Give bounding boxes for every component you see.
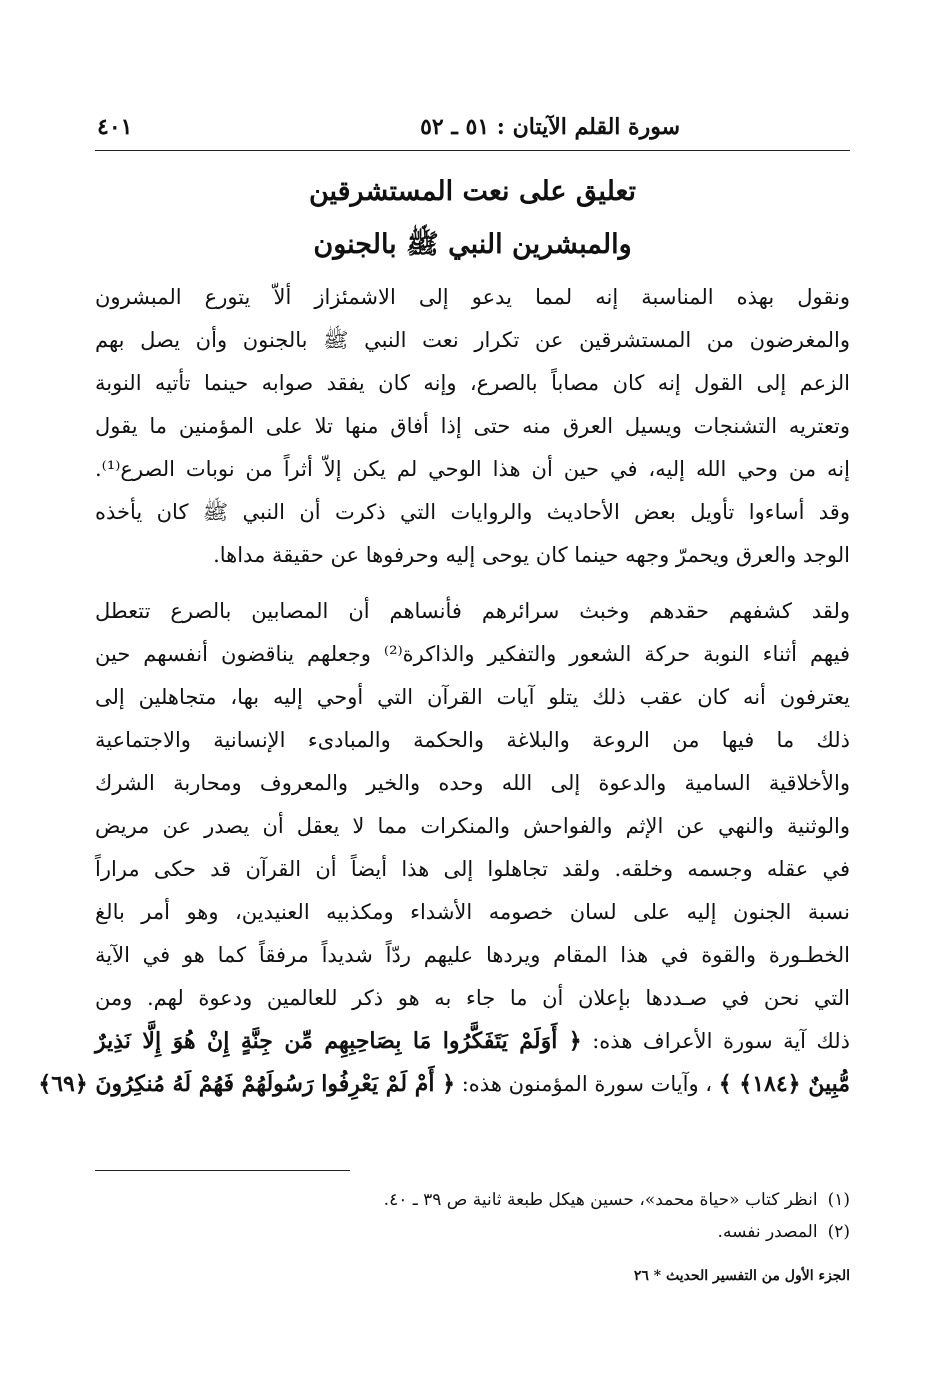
footnote-number: (١) [827,1190,850,1210]
quran-verse-al-muminun: ﴿ أَمْ لَمْ يَعْرِفُوا رَسُولَهُمْ فَهُمْ لَهُ مُنكِرُونَ ﴿٦٩﴾ [38,1071,456,1097]
body-line: والمغرضون من المستشرقين عن تكرار نعت النبي ﷺ بالجنون وأن يصل بهم [95,328,850,352]
body-line: في عقله وجسمه وخلقه. ولقد تجاهلوا إلى هذا أيضاً أن القرآن قد حكى مراراً [95,857,850,881]
body-line: فيهم أثناء النوبة حركة الشعور والتفكير والذاكرة⁽²⁾ وجعلهم يناقضون أنفسهم حين [95,642,850,666]
footnote-separator [95,1170,350,1171]
page-footer: الجزء الأول من التفسير الحديث * ٢٦ [633,1268,850,1284]
section-title-line-2: والمبشرين النبي ﷺ بالجنون [313,229,632,260]
section-title-line-1: تعليق على نعت المستشرقين [308,176,637,207]
body-line: يعترفون أنه كان عقب ذلك يتلو آيات القرآن التي أوحي إليه بها، متجاهلين إلى [95,685,850,709]
body-line: ولقد كشفهم حقدهم وخبث سرائرهم فأنساهم أن المصابين بالصرع تتعطل [95,599,850,623]
body-line: والأخلاقية السامية والدعوة إلى الله وحده والخير والمعروف ومحاربة الشرك [95,771,850,795]
quran-verse-al-araf: ﴿ أَوَلَمْ يَتَفَكَّرُوا مَا بِصَاحِبِهِم مِّن جِنَّةٍ إِنْ هُوَ إِلَّا نَذِيرٌ [95,1028,582,1054]
page [38,0,850,1386]
footnote-number: (٢) [827,1222,850,1242]
body-line: إنه من وحي الله إليه، في حين أن هذا الوحي لم يكن إلاّ أثراً من نوبات الصرع⁽¹⁾. [95,457,850,481]
body-line: والوثنية والنهي عن الإثم والفواحش والمنكرات مما لا يعقل أن يصدر عن مريض [95,814,850,838]
page-header [95,112,850,151]
body-line-text: ذلك آية سورة الأعراف هذه: [592,1029,850,1053]
body-line: نسبة الجنون إليه على لسان خصومه الأشداء ومكذبيه العنيدين، وهو أمر بالغ [95,900,850,924]
body-line-text: ، وآيات سورة المؤمنون هذه: [461,1072,713,1096]
running-title: سورة القلم الآيتان : ٥١ ـ ٥٢ [420,114,680,140]
body-line: ونقول بهذه المناسبة إنه لمما يدعو إلى الاشمئزاز ألاّ يتورع المبشرون [95,285,850,309]
body-line: ذلك ما فيها من الروعة والبلاغة والحكمة والمبادىء الإنسانية والاجتماعية [95,728,850,752]
footnotes [95,1184,850,1248]
body-line-with-verse [38,1063,850,1106]
footnote-item [95,1184,850,1216]
body-line: وقد أساءوا تأويل بعض الأحاديث والروايات التي ذكرت أن النبي ﷺ كان يأخذه [95,500,850,524]
body-line-with-verse [95,1020,850,1063]
footnote-text: المصدر نفسه. [717,1222,818,1242]
body-line: التي نحن في صـددها بإعلان أن ما جاء به هو ذكر للعالمين ودعوة لهم. ومن [95,986,850,1010]
page-number: ٤٠١ [97,114,133,140]
quran-verse-al-araf-end: مُّبِينٌ ﴿١٨٤﴾ ﴾ [718,1071,850,1097]
body-line: الزعم إلى القول إنه كان مصاباً بالصرع، وإنه كان يفقد صوابه حينما تأتيه النوبة [95,371,850,395]
body-line: الوجد والعرق ويحمرّ وجهه حينما كان يوحى إليه وحرفوها عن حقيقة مداها. [213,543,850,567]
body-line: الخطـورة والقوة في هذا المقام ويردها عليهم ردّاً شديداً مرفقاً كما هو في الآية [95,943,850,967]
body-text [38,276,850,1106]
body-line: وتعتريه التشنجات ويسيل العرق منه حتى إذا أفاق منها تلا على المؤمنين ما يقول [95,414,850,438]
footnote-item [95,1216,850,1248]
footnote-text: انظر كتاب «حياة محمد»، حسين هيكل طبعة ثانية ص ٣٩ ـ ٤٠. [383,1190,818,1210]
